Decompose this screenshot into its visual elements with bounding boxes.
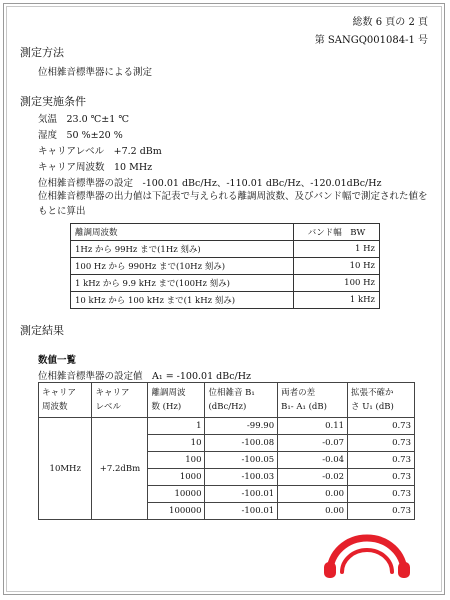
difference-cell: 0.11	[278, 418, 348, 435]
bandwidth-table	[70, 223, 380, 309]
table-row	[71, 275, 380, 292]
table-row	[71, 241, 380, 258]
logo-inner-arc	[342, 550, 392, 572]
offset-cell: 100	[148, 452, 205, 469]
header-uncertainty: 拡張不確か さ U₁ (dB)	[348, 383, 415, 418]
header-offset-frequency: 離調周波 数 (Hz)	[148, 383, 205, 418]
table-row	[39, 418, 415, 435]
uncertainty-cell: 0.73	[348, 486, 415, 503]
carrier-level-cell: +7.2dBm	[92, 418, 148, 520]
offset-cell: 10	[148, 435, 205, 452]
offset-range: 100 Hz から 990Hz まで(10Hz 刻み)	[71, 258, 294, 275]
header-phase-noise: 位相雑音 B₁ (dBc/Hz)	[205, 383, 278, 418]
method-body: 位相雑音標準器による測定	[38, 67, 153, 78]
offset-range: 10 kHz から 100 kHz まで(1 kHz 刻み)	[71, 292, 294, 309]
offset-cell: 10000	[148, 486, 205, 503]
bandwidth-value: 10 Hz	[293, 258, 379, 275]
uncertainty-cell: 0.73	[348, 452, 415, 469]
results-table	[38, 382, 415, 520]
header-bandwidth: バンド幅 BW	[293, 224, 379, 241]
results-title: 測定結果	[20, 324, 64, 337]
phase-noise-cell: -100.01	[205, 486, 278, 503]
condition-note: 位相雑音標準器の出力値は下記表で与えられる離調周波数、及びバンド幅で測定された値をもとに算出	[38, 191, 428, 217]
offset-cell: 100000	[148, 503, 205, 520]
header-carrier-frequency: キャリア 周波数	[39, 383, 92, 418]
phase-noise-cell: -100.01	[205, 503, 278, 520]
offset-cell: 1000	[148, 469, 205, 486]
bandwidth-value: 100 Hz	[293, 275, 379, 292]
phase-noise-cell: -100.05	[205, 452, 278, 469]
bandwidth-value: 1 Hz	[293, 241, 379, 258]
offset-range: 1Hz から 99Hz まで(1Hz 刻み)	[71, 241, 294, 258]
page-count: 総数 6 頁の 2 頁	[352, 17, 428, 28]
conditions-title: 測定実施条件	[20, 95, 86, 108]
condition-temperature: 気温 23.0 ℃±1 ℃	[38, 114, 129, 125]
difference-cell: -0.02	[278, 469, 348, 486]
header-carrier-level: キャリア レベル	[92, 383, 148, 418]
results-setting-line: 位相雑音標準器の設定値 A₁ = -100.01 dBc/Hz	[38, 371, 252, 382]
table-header-row	[39, 383, 415, 418]
bandwidth-value: 1 kHz	[293, 292, 379, 309]
uncertainty-cell: 0.73	[348, 435, 415, 452]
uncertainty-cell: 0.73	[348, 418, 415, 435]
condition-humidity: 湿度 50 %±20 %	[38, 130, 123, 141]
table-row	[71, 258, 380, 275]
company-logo	[322, 528, 412, 580]
difference-cell: -0.04	[278, 452, 348, 469]
offset-cell: 1	[148, 418, 205, 435]
table-header-row	[71, 224, 380, 241]
condition-carrier-level: キャリアレベル +7.2 dBm	[38, 146, 162, 157]
uncertainty-cell: 0.73	[348, 469, 415, 486]
phase-noise-cell: -100.08	[205, 435, 278, 452]
phase-noise-cell: -100.03	[205, 469, 278, 486]
uncertainty-cell: 0.73	[348, 503, 415, 520]
phase-noise-cell: -99.90	[205, 418, 278, 435]
table-row	[71, 292, 380, 309]
condition-settings: 位相雑音標準器の設定 -100.01 dBc/Hz、-110.01 dBc/Hz、-120.01dBc/Hz	[38, 178, 382, 189]
difference-cell: 0.00	[278, 486, 348, 503]
results-list-title: 数値一覧	[38, 355, 77, 366]
difference-cell: -0.07	[278, 435, 348, 452]
method-title: 測定方法	[20, 46, 64, 59]
header-offset-frequency: 離調周波数	[71, 224, 294, 241]
header-difference: 両者の差 B₁- A₁ (dB)	[278, 383, 348, 418]
carrier-frequency-cell: 10MHz	[39, 418, 92, 520]
document-number: 第 SANGQ001084-1 号	[314, 35, 428, 46]
offset-range: 1 kHz から 9.9 kHz まで(100Hz 刻み)	[71, 275, 294, 292]
logo-left-cup	[324, 562, 336, 578]
condition-carrier-frequency: キャリア周波数 10 MHz	[38, 162, 153, 173]
difference-cell: 0.00	[278, 503, 348, 520]
logo-right-cup	[398, 562, 410, 578]
